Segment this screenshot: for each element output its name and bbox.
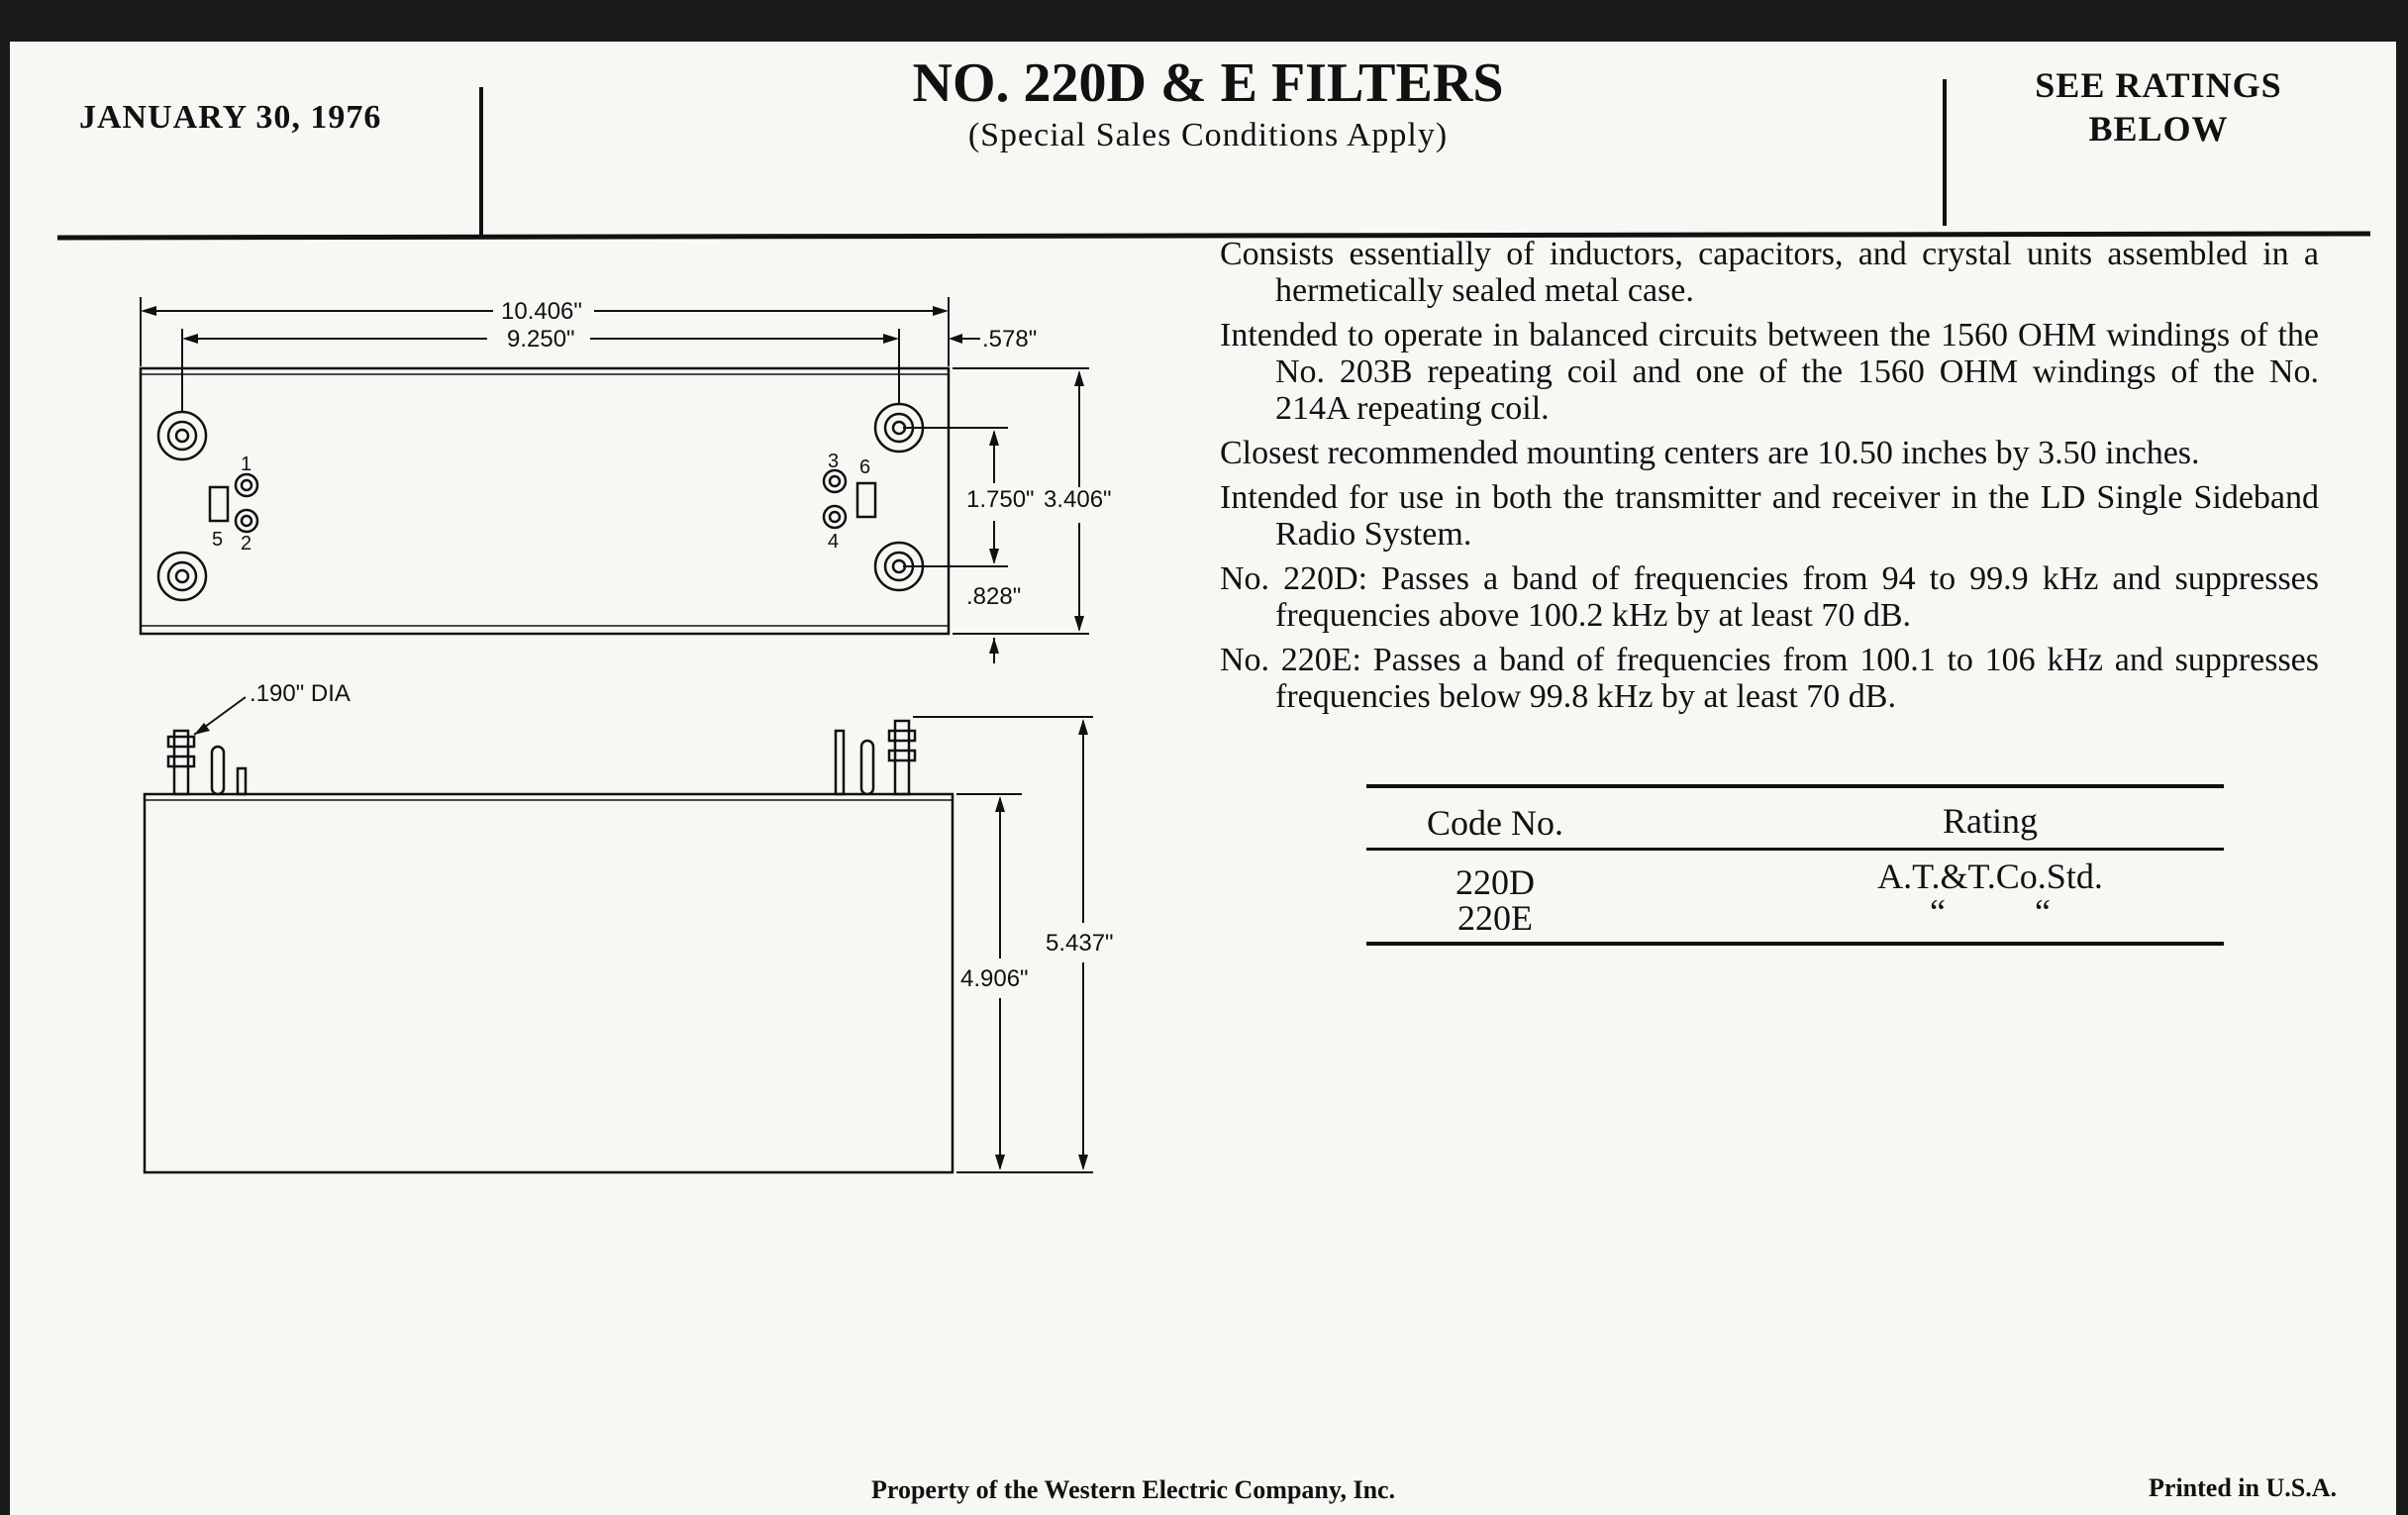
rating-column bbox=[1802, 858, 2178, 930]
table-cell-code: 220D bbox=[1455, 862, 1535, 902]
page-subtitle: (Special Sales Conditions Apply) bbox=[967, 117, 1449, 153]
description-paragraph: Intended for use in both the transmitter and receiver in the LD Single Sideband Radio System. bbox=[1220, 479, 2319, 553]
dim-overall-length: 10.406" bbox=[501, 298, 582, 325]
table-cell-code: 220E bbox=[1457, 898, 1533, 938]
footer-property: Property of the Western Electric Company, Inc. bbox=[871, 1475, 1396, 1504]
description-paragraph: Consists essentially of inductors, capacitors, and crystal units assembled in a hermetically sealed metal case. bbox=[1220, 236, 2319, 309]
table-body bbox=[1366, 851, 2224, 942]
top-view-case bbox=[141, 368, 949, 634]
terminal-1 bbox=[236, 474, 257, 496]
code-column bbox=[1366, 864, 1624, 936]
terminal-3 bbox=[824, 470, 846, 492]
terminal-6 bbox=[857, 483, 875, 517]
top-view bbox=[141, 368, 949, 634]
header-code-no: Code No. bbox=[1427, 803, 1563, 843]
dim-end-offset: .578" bbox=[982, 326, 1038, 353]
description-paragraph: No. 220D: Passes a band of frequencies from 94 to 99.9 kHz and suppresses frequencies above 100.2 kHz by at least 70 dB. bbox=[1220, 560, 2319, 634]
table-header-row bbox=[1366, 788, 2224, 848]
terminal-label-1: 1 bbox=[241, 454, 252, 475]
side-terminal-lug-right bbox=[861, 741, 873, 794]
dim-bottom-offset: .828" bbox=[966, 583, 1022, 610]
ratings-note-line2: BELOW bbox=[2088, 109, 2229, 149]
stud-bottom-left bbox=[158, 553, 206, 600]
terminal-2 bbox=[236, 510, 257, 532]
ratings-table bbox=[1366, 784, 2224, 946]
description-paragraph: Closest recommended mounting centers are 10.50 inches by 3.50 inches. bbox=[1220, 435, 2200, 471]
terminal-label-4: 4 bbox=[828, 531, 840, 553]
dim-overall-height: 5.437" bbox=[1046, 930, 1114, 957]
table-bottom-rule bbox=[1366, 942, 2224, 946]
side-view bbox=[145, 721, 953, 1172]
side-terminal-lug-left bbox=[212, 747, 224, 794]
dim-stud-dia: .190" DIA bbox=[250, 680, 351, 707]
terminal-label-6: 6 bbox=[859, 456, 871, 478]
dim-width: 3.406" bbox=[1044, 486, 1112, 513]
dim-case-height: 4.906" bbox=[960, 965, 1029, 992]
description-paragraph: Intended to operate in balanced circuits between the 1560 OHM windings of the No. 203B repeating coil and one of the 1560 OHM windings of the No. 214A repeating coil. bbox=[1220, 317, 2319, 427]
sheet-date: JANUARY 30, 1976 bbox=[79, 99, 382, 136]
stud-top-left bbox=[158, 412, 206, 459]
terminal-label-3: 3 bbox=[828, 451, 840, 472]
terminal-4 bbox=[824, 506, 846, 528]
table-cell-rating: A.T.&T.Co.Std. bbox=[1877, 857, 2103, 896]
dim-mount-spacing: 9.250" bbox=[507, 326, 575, 353]
ratings-note-line1: SEE RATINGS bbox=[2035, 65, 2282, 105]
page-title: NO. 220D & E FILTERS bbox=[912, 52, 1504, 114]
terminal-label-2: 2 bbox=[241, 533, 252, 555]
terminal-5 bbox=[210, 487, 228, 521]
side-view-case bbox=[145, 794, 953, 1172]
footer-printed: Printed in U.S.A. bbox=[2149, 1473, 2337, 1502]
side-terminal-pin-left bbox=[238, 768, 246, 794]
description-paragraph: No. 220E: Passes a band of frequencies from 100.1 to 106 kHz and suppresses frequencies below 99.8 kHz by at least 70 dB. bbox=[1220, 642, 2319, 715]
dim-vertical-spacing: 1.750" bbox=[966, 486, 1035, 513]
terminal-label-5: 5 bbox=[212, 529, 224, 551]
description bbox=[1220, 236, 2319, 723]
side-stud-left bbox=[174, 731, 188, 794]
side-terminal-pin-right bbox=[836, 731, 844, 794]
table-cell-rating: “ “ bbox=[1930, 892, 2051, 932]
header-rating: Rating bbox=[1943, 801, 2038, 841]
